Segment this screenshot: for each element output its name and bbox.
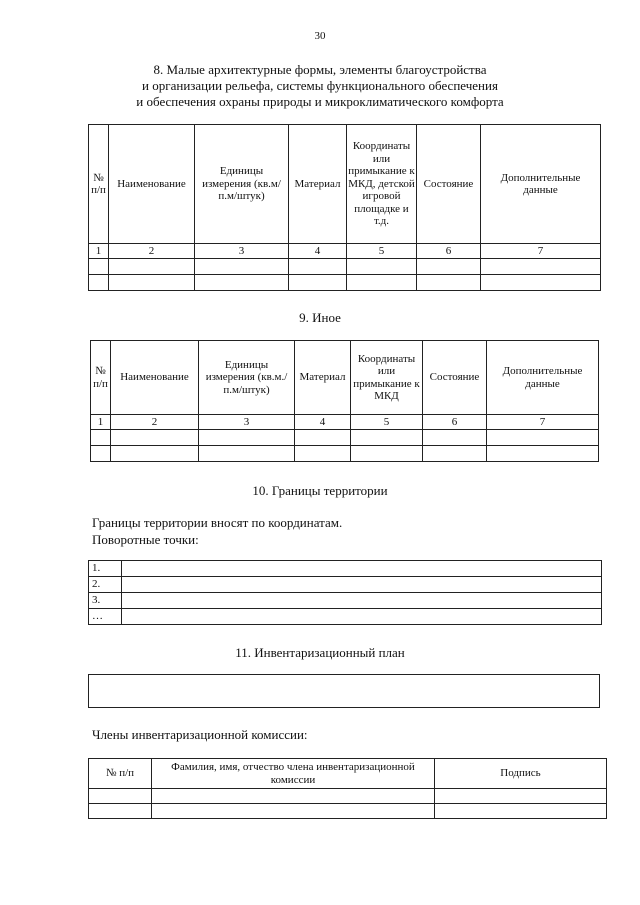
section9-title: 9. Иное <box>299 310 341 325</box>
commission-header-row <box>89 759 607 789</box>
section8-header-coords: Координаты или примыкание к МКД, детской игровой площадке и т.д. <box>347 125 417 244</box>
section8-header-row <box>89 125 601 244</box>
turning-point-value <box>122 561 602 577</box>
page-number: 30 <box>314 30 326 42</box>
commission-table <box>88 758 607 819</box>
section9-empty-row <box>91 446 599 462</box>
section8-colnum-4: 4 <box>289 244 347 259</box>
section8-colnum-7: 7 <box>481 244 601 259</box>
section8-colnum-6: 6 <box>417 244 481 259</box>
section8-colnum-1: 1 <box>89 244 109 259</box>
section9-colnum-2: 2 <box>111 415 199 430</box>
turning-point-row <box>89 577 602 593</box>
section9-header-units: Единицы измерения (кв.м./п.м/штук) <box>199 341 295 415</box>
section8-header-num: № п/п <box>89 125 109 244</box>
section9-colnum-7: 7 <box>487 415 599 430</box>
section9-colnum-4: 4 <box>295 415 351 430</box>
section8-colnum-3: 3 <box>195 244 289 259</box>
section9-colnum-6: 6 <box>423 415 487 430</box>
turning-points-table <box>88 560 602 625</box>
section8-empty-row <box>89 275 601 291</box>
section9-header-coords: Координаты или примыкание к МКД <box>351 341 423 415</box>
commission-title: Члены инвентаризационной комиссии: <box>92 727 308 742</box>
section9-table <box>90 340 599 462</box>
section9-colnum-3: 3 <box>199 415 295 430</box>
section9-header-state: Состояние <box>423 341 487 415</box>
section9-colnum-5: 5 <box>351 415 423 430</box>
section9-number-row <box>91 415 599 430</box>
section8-title-line3: и обеспечения охраны природы и микроклиматического комфорта <box>136 94 504 109</box>
turning-point-row <box>89 561 602 577</box>
turning-point-label: 2. <box>89 577 122 593</box>
section8-header-units: Единицы измерения (кв.м/п.м/штук) <box>195 125 289 244</box>
turning-point-label: … <box>89 609 122 625</box>
section8-title-line1: 8. Малые архитектурные формы, элементы благоустройства <box>153 62 487 77</box>
section9-header-row <box>91 341 599 415</box>
turning-point-label: 3. <box>89 593 122 609</box>
commission-empty-row <box>89 804 607 819</box>
turning-point-value <box>122 593 602 609</box>
section8-header-material: Материал <box>289 125 347 244</box>
turning-point-label: 1. <box>89 561 122 577</box>
turning-point-value <box>122 577 602 593</box>
section8-colnum-5: 5 <box>347 244 417 259</box>
commission-empty-row <box>89 789 607 804</box>
section9-empty-row <box>91 430 599 446</box>
section8-table <box>88 124 601 291</box>
commission-header-num: № п/п <box>89 759 152 789</box>
section8-colnum-2: 2 <box>109 244 195 259</box>
section11-title: 11. Инвентаризационный план <box>235 645 405 660</box>
commission-header-signature: Подпись <box>435 759 607 789</box>
section10-text-line2: Поворотные точки: <box>92 532 199 547</box>
section8-header-name: Наименование <box>109 125 195 244</box>
inventory-plan-box <box>88 674 600 708</box>
turning-point-row <box>89 593 602 609</box>
section9-colnum-1: 1 <box>91 415 111 430</box>
turning-point-row <box>89 609 602 625</box>
section10-title: 10. Границы территории <box>252 483 388 498</box>
section9-header-extra: Дополнительные данные <box>487 341 599 415</box>
section8-number-row <box>89 244 601 259</box>
commission-header-fio: Фамилия, имя, отчество члена инвентаризационной комиссии <box>152 759 435 789</box>
section9-header-material: Материал <box>295 341 351 415</box>
section8-title <box>0 62 640 110</box>
section9-header-num: № п/п <box>91 341 111 415</box>
section8-title-line2: и организации рельефа, системы функционального обеспечения <box>142 78 498 93</box>
section9-header-name: Наименование <box>111 341 199 415</box>
section10-text-line1: Границы территории вносят по координатам. <box>92 515 343 530</box>
section8-header-state: Состояние <box>417 125 481 244</box>
section8-header-extra: Дополнительные данные <box>481 125 601 244</box>
turning-point-value <box>122 609 602 625</box>
section8-empty-row <box>89 259 601 275</box>
